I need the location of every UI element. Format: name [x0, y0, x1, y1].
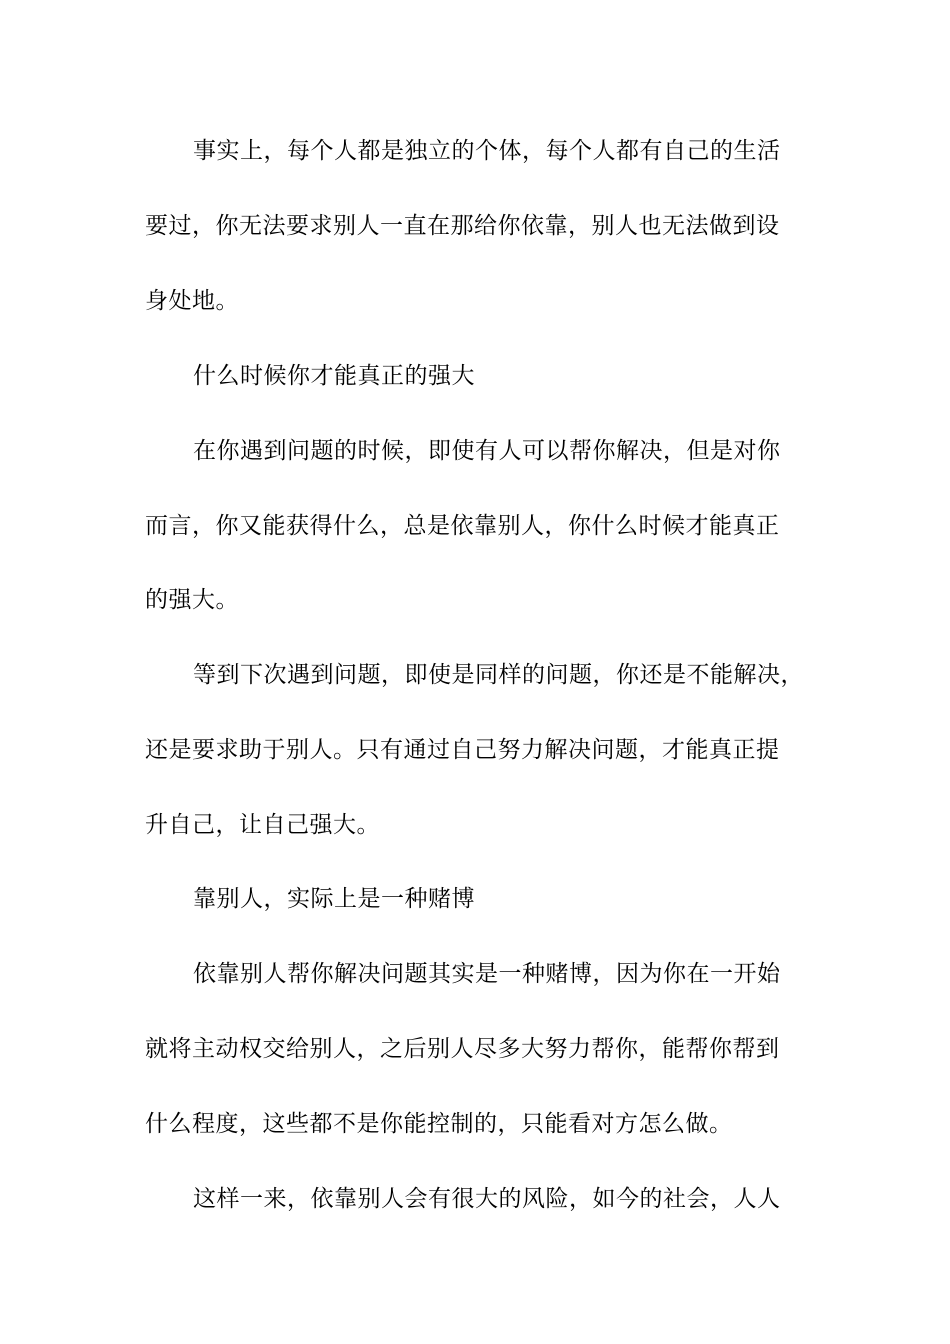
paragraph-line: 在你遇到问题的时候，即使有人可以帮你解决，但是对你: [193, 438, 781, 464]
section-heading: 靠别人，实际上是一种赌博: [193, 886, 475, 912]
paragraph-line: 事实上，每个人都是独立的个体，每个人都有自己的生活: [193, 138, 781, 164]
paragraph-line: 就将主动权交给别人，之后别人尽多大努力帮你，能帮你帮到: [145, 1036, 780, 1062]
paragraph-line: 而言，你又能获得什么，总是依靠别人，你什么时候才能真正: [145, 513, 780, 539]
paragraph-line: 还是要求助于别人。只有通过自己努力解决问题，才能真正提: [145, 737, 780, 763]
paragraph-line: 的强大。: [145, 587, 239, 613]
paragraph-line: 升自己，让自己强大。: [145, 812, 380, 838]
paragraph-line: 等到下次遇到问题，即使是同样的问题，你还是不能解决，: [193, 662, 804, 688]
paragraph-line: 这样一来，依靠别人会有很大的风险，如今的社会，人人: [193, 1186, 781, 1212]
paragraph-line: 要过，你无法要求别人一直在那给你依靠，别人也无法做到设: [145, 213, 780, 239]
section-heading: 什么时候你才能真正的强大: [193, 363, 475, 389]
paragraph-line: 依靠别人帮你解决问题其实是一种赌博，因为你在一开始: [193, 961, 781, 987]
paragraph-line: 什么程度，这些都不是你能控制的，只能看对方怎么做。: [145, 1111, 733, 1137]
paragraph-line: 身处地。: [145, 288, 239, 314]
